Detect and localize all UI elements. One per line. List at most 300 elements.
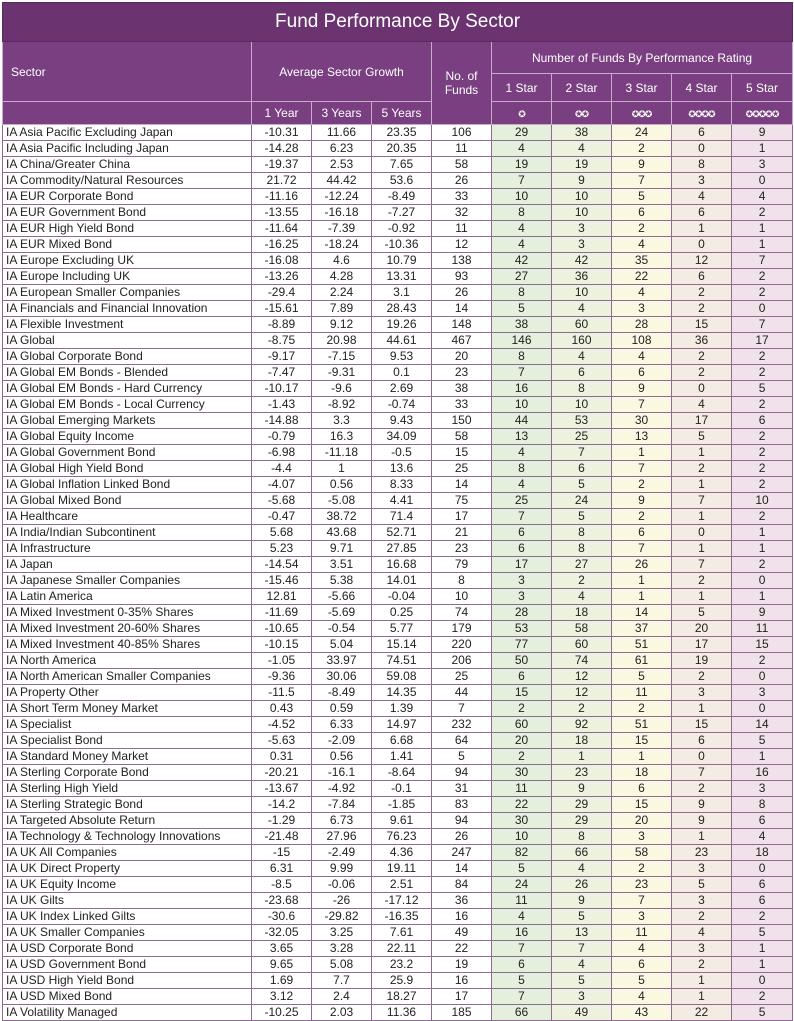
fund-count-cell: 232 bbox=[432, 717, 492, 733]
star4-count-cell: 8 bbox=[672, 157, 732, 173]
growth-5y-cell: 1.41 bbox=[372, 749, 432, 765]
growth-3y-cell: 4.28 bbox=[312, 269, 372, 285]
growth-5y-cell: 10.79 bbox=[372, 253, 432, 269]
star4-count-cell: 4 bbox=[672, 397, 732, 413]
table-row bbox=[3, 925, 793, 941]
growth-1y-cell: 12.81 bbox=[252, 589, 312, 605]
star5-count-cell: 2 bbox=[732, 653, 793, 669]
star4-count-cell: 2 bbox=[672, 957, 732, 973]
growth-3y-cell: -8.92 bbox=[312, 397, 372, 413]
star3-count-cell: 43 bbox=[612, 1005, 672, 1021]
growth-5y-cell: 59.08 bbox=[372, 669, 432, 685]
star4-count-cell: 0 bbox=[672, 381, 732, 397]
star1-count-cell: 16 bbox=[492, 381, 552, 397]
growth-5y-cell: 14.97 bbox=[372, 717, 432, 733]
star4-count-cell: 20 bbox=[672, 621, 732, 637]
growth-5y-cell: 76.23 bbox=[372, 829, 432, 845]
growth-5y-cell: 20.35 bbox=[372, 141, 432, 157]
star1-count-cell: 13 bbox=[492, 429, 552, 445]
sector-cell: IA Specialist Bond bbox=[3, 733, 252, 749]
star2-count-cell: 26 bbox=[552, 877, 612, 893]
growth-3y-cell: 7.89 bbox=[312, 301, 372, 317]
star3-count-cell: 26 bbox=[612, 557, 672, 573]
star4-count-cell: 0 bbox=[672, 237, 732, 253]
fund-count-cell: 10 bbox=[432, 589, 492, 605]
fund-count-cell: 16 bbox=[432, 909, 492, 925]
table-row bbox=[3, 701, 793, 717]
growth-1y-cell: -13.26 bbox=[252, 269, 312, 285]
star3-count-cell: 1 bbox=[612, 573, 672, 589]
star1-count-cell: 4 bbox=[492, 221, 552, 237]
growth-5y-cell: -0.74 bbox=[372, 397, 432, 413]
sector-cell: IA Global EM Bonds - Hard Currency bbox=[3, 381, 252, 397]
fund-count-cell: 74 bbox=[432, 605, 492, 621]
fund-count-cell: 33 bbox=[432, 397, 492, 413]
star1-header: 1 Star bbox=[492, 74, 552, 102]
star4-count-cell: 1 bbox=[672, 989, 732, 1005]
star5-count-cell: 1 bbox=[732, 957, 793, 973]
growth-5y-cell: -0.04 bbox=[372, 589, 432, 605]
growth-5y-cell: 34.09 bbox=[372, 429, 432, 445]
sector-cell: IA Asia Pacific Including Japan bbox=[3, 141, 252, 157]
growth-3y-cell: 2.4 bbox=[312, 989, 372, 1005]
table-row bbox=[3, 733, 793, 749]
growth-5y-cell: 5.77 bbox=[372, 621, 432, 637]
star1-count-cell: 50 bbox=[492, 653, 552, 669]
star5-count-cell: 2 bbox=[732, 397, 793, 413]
star2-count-cell: 18 bbox=[552, 605, 612, 621]
star5-count-cell: 6 bbox=[732, 877, 793, 893]
sector-cell: IA Specialist bbox=[3, 717, 252, 733]
table-row bbox=[3, 989, 793, 1005]
table-row bbox=[3, 301, 793, 317]
growth-5y-cell: 4.41 bbox=[372, 493, 432, 509]
star1-count-cell: 8 bbox=[492, 349, 552, 365]
star5-count-cell: 9 bbox=[732, 125, 793, 141]
sector-cell: IA Sterling Corporate Bond bbox=[3, 765, 252, 781]
star4-count-cell: 2 bbox=[672, 285, 732, 301]
star4-count-cell: 6 bbox=[672, 125, 732, 141]
star3-count-cell: 4 bbox=[612, 941, 672, 957]
fund-count-cell: 36 bbox=[432, 893, 492, 909]
sector-cell: IA Short Term Money Market bbox=[3, 701, 252, 717]
fund-count-cell: 33 bbox=[432, 189, 492, 205]
star1-count-cell: 53 bbox=[492, 621, 552, 637]
growth-3y-cell: 6.73 bbox=[312, 813, 372, 829]
growth-5y-cell: -7.27 bbox=[372, 205, 432, 221]
growth-5y-cell: 52.71 bbox=[372, 525, 432, 541]
growth-3y-cell: -7.84 bbox=[312, 797, 372, 813]
fund-count-cell: 44 bbox=[432, 685, 492, 701]
sector-cell: IA Global Mixed Bond bbox=[3, 493, 252, 509]
star5-count-cell: 2 bbox=[732, 445, 793, 461]
fund-count-cell: 84 bbox=[432, 877, 492, 893]
growth-3y-cell: 5.38 bbox=[312, 573, 372, 589]
star2-count-cell: 12 bbox=[552, 669, 612, 685]
table-row bbox=[3, 845, 793, 861]
star2-count-cell: 8 bbox=[552, 525, 612, 541]
star3-count-cell: 23 bbox=[612, 877, 672, 893]
growth-3y-cell: -9.31 bbox=[312, 365, 372, 381]
sector-cell: IA UK All Companies bbox=[3, 845, 252, 861]
star3-count-cell: 5 bbox=[612, 973, 672, 989]
star4-count-cell: 1 bbox=[672, 509, 732, 525]
star5-count-cell: 7 bbox=[732, 253, 793, 269]
star3-count-cell: 6 bbox=[612, 365, 672, 381]
star1-count-cell: 29 bbox=[492, 125, 552, 141]
table-row bbox=[3, 237, 793, 253]
star3-count-cell: 6 bbox=[612, 205, 672, 221]
sector-cell: IA EUR Government Bond bbox=[3, 205, 252, 221]
table-row bbox=[3, 381, 793, 397]
star5-count-cell: 9 bbox=[732, 605, 793, 621]
star1-count-cell: 10 bbox=[492, 189, 552, 205]
star4-count-cell: 5 bbox=[672, 605, 732, 621]
star2-count-cell: 7 bbox=[552, 445, 612, 461]
sector-cell: IA Europe Including UK bbox=[3, 269, 252, 285]
star4-count-cell: 0 bbox=[672, 525, 732, 541]
growth-5y-cell: -17.12 bbox=[372, 893, 432, 909]
star3-count-cell: 9 bbox=[612, 493, 672, 509]
star3-count-cell: 7 bbox=[612, 397, 672, 413]
sector-cell: IA Mixed Investment 40-85% Shares bbox=[3, 637, 252, 653]
star3-count-cell: 2 bbox=[612, 861, 672, 877]
star1-count-cell: 60 bbox=[492, 717, 552, 733]
growth-5y-cell: 7.61 bbox=[372, 925, 432, 941]
star4-count-cell: 3 bbox=[672, 893, 732, 909]
avg-growth-header: Average Sector Growth bbox=[252, 42, 432, 102]
star3-count-cell: 3 bbox=[612, 301, 672, 317]
growth-1y-cell: 5.68 bbox=[252, 525, 312, 541]
growth-3y-cell: -9.6 bbox=[312, 381, 372, 397]
growth-3y-cell: -5.66 bbox=[312, 589, 372, 605]
star2-count-cell: 4 bbox=[552, 957, 612, 973]
star3-count-cell: 1 bbox=[612, 445, 672, 461]
growth-3y-cell: -5.69 bbox=[312, 605, 372, 621]
growth-3y-cell: -18.24 bbox=[312, 237, 372, 253]
star1-count-cell: 20 bbox=[492, 733, 552, 749]
fund-count-cell: 14 bbox=[432, 301, 492, 317]
no-of-funds-header-line1: No. of bbox=[445, 69, 478, 83]
table-row bbox=[3, 909, 793, 925]
star3-count-cell: 5 bbox=[612, 669, 672, 685]
star3-count-cell: 14 bbox=[612, 605, 672, 621]
growth-1y-cell: -14.54 bbox=[252, 557, 312, 573]
star2-count-cell: 60 bbox=[552, 317, 612, 333]
growth-1y-cell: -21.48 bbox=[252, 829, 312, 845]
star5-count-cell: 4 bbox=[732, 829, 793, 845]
star5-count-cell: 10 bbox=[732, 493, 793, 509]
growth-1y-cell: -11.64 bbox=[252, 221, 312, 237]
star1-count-cell: 66 bbox=[492, 1005, 552, 1021]
star4-count-cell: 6 bbox=[672, 269, 732, 285]
star4-count-cell: 2 bbox=[672, 573, 732, 589]
growth-5y-cell: 44.61 bbox=[372, 333, 432, 349]
star1-count-cell: 25 bbox=[492, 493, 552, 509]
star5-count-cell: 0 bbox=[732, 701, 793, 717]
fund-count-cell: 16 bbox=[432, 973, 492, 989]
sector-cell: IA Asia Pacific Excluding Japan bbox=[3, 125, 252, 141]
star1-count-cell: 5 bbox=[492, 861, 552, 877]
table-header bbox=[3, 3, 793, 125]
fund-count-cell: 31 bbox=[432, 781, 492, 797]
star2-count-cell: 10 bbox=[552, 205, 612, 221]
table-row bbox=[3, 397, 793, 413]
growth-3y-cell: 0.59 bbox=[312, 701, 372, 717]
star3-count-cell: 9 bbox=[612, 381, 672, 397]
star3-count-cell: 9 bbox=[612, 157, 672, 173]
star5-count-cell: 1 bbox=[732, 589, 793, 605]
star1-count-cell: 44 bbox=[492, 413, 552, 429]
star3-count-cell: 6 bbox=[612, 525, 672, 541]
star2-count-cell: 58 bbox=[552, 621, 612, 637]
star4-count-cell: 9 bbox=[672, 813, 732, 829]
star3-count-cell: 7 bbox=[612, 461, 672, 477]
star2-count-cell: 10 bbox=[552, 285, 612, 301]
star2-count-cell: 5 bbox=[552, 477, 612, 493]
star2-count-cell: 2 bbox=[552, 573, 612, 589]
table-row bbox=[3, 317, 793, 333]
growth-1y-cell: -10.25 bbox=[252, 1005, 312, 1021]
sector-cell: IA North America bbox=[3, 653, 252, 669]
growth-1y-cell: -6.98 bbox=[252, 445, 312, 461]
growth-1y-cell: -14.2 bbox=[252, 797, 312, 813]
growth-1y-cell: -14.28 bbox=[252, 141, 312, 157]
growth-1y-cell: -20.21 bbox=[252, 765, 312, 781]
sector-cell: IA Global High Yield Bond bbox=[3, 461, 252, 477]
star5-count-cell: 14 bbox=[732, 717, 793, 733]
sector-cell: IA USD High Yield Bond bbox=[3, 973, 252, 989]
fund-count-cell: 11 bbox=[432, 141, 492, 157]
star5-count-cell: 5 bbox=[732, 381, 793, 397]
fund-count-cell: 38 bbox=[432, 381, 492, 397]
sector-cell: IA USD Corporate Bond bbox=[3, 941, 252, 957]
sector-cell: IA USD Government Bond bbox=[3, 957, 252, 973]
star2-count-cell: 3 bbox=[552, 237, 612, 253]
star1-count-cell: 7 bbox=[492, 989, 552, 1005]
star1-count-cell: 16 bbox=[492, 925, 552, 941]
star5-count-cell: 6 bbox=[732, 413, 793, 429]
sector-cell: IA Targeted Absolute Return bbox=[3, 813, 252, 829]
star2-count-cell: 13 bbox=[552, 925, 612, 941]
star3-count-cell: 2 bbox=[612, 701, 672, 717]
growth-1y-cell: 3.65 bbox=[252, 941, 312, 957]
fund-count-cell: 19 bbox=[432, 957, 492, 973]
table-row bbox=[3, 413, 793, 429]
table-row bbox=[3, 477, 793, 493]
growth-1y-cell: -13.67 bbox=[252, 781, 312, 797]
star1-count-cell: 4 bbox=[492, 141, 552, 157]
growth-5y-cell: 18.27 bbox=[372, 989, 432, 1005]
star2-count-cell: 9 bbox=[552, 893, 612, 909]
star3-symbol: ✪✪✪ bbox=[631, 109, 652, 119]
growth-1y-cell: -4.4 bbox=[252, 461, 312, 477]
growth-3y-cell: 27.96 bbox=[312, 829, 372, 845]
growth-1y-cell: -5.63 bbox=[252, 733, 312, 749]
growth-3y-cell: 43.68 bbox=[312, 525, 372, 541]
sector-cell: IA USD Mixed Bond bbox=[3, 989, 252, 1005]
star5-count-cell: 5 bbox=[732, 1005, 793, 1021]
star2-count-cell: 12 bbox=[552, 685, 612, 701]
growth-3y-cell: 2.24 bbox=[312, 285, 372, 301]
star5-count-cell: 1 bbox=[732, 237, 793, 253]
star1-count-cell: 4 bbox=[492, 477, 552, 493]
star2-count-cell: 19 bbox=[552, 157, 612, 173]
growth-3y-cell: -2.49 bbox=[312, 845, 372, 861]
star4-count-cell: 19 bbox=[672, 653, 732, 669]
star5-count-cell: 11 bbox=[732, 621, 793, 637]
star4-count-cell: 3 bbox=[672, 941, 732, 957]
growth-1y-cell: -4.07 bbox=[252, 477, 312, 493]
fund-count-cell: 150 bbox=[432, 413, 492, 429]
star5-count-cell: 2 bbox=[732, 461, 793, 477]
no-of-funds-header-line2: Funds bbox=[444, 83, 479, 97]
fund-count-cell: 12 bbox=[432, 237, 492, 253]
star2-header: 2 Star bbox=[552, 74, 612, 102]
fund-count-cell: 14 bbox=[432, 861, 492, 877]
star2-count-cell: 1 bbox=[552, 749, 612, 765]
star5-count-cell: 2 bbox=[732, 269, 793, 285]
growth-5y-cell: -8.64 bbox=[372, 765, 432, 781]
table-row bbox=[3, 861, 793, 877]
growth-3y-cell: 5.04 bbox=[312, 637, 372, 653]
growth-3y-cell: 1 bbox=[312, 461, 372, 477]
star4-count-cell: 36 bbox=[672, 333, 732, 349]
fund-count-cell: 25 bbox=[432, 461, 492, 477]
sector-cell: IA India/Indian Subcontinent bbox=[3, 525, 252, 541]
growth-3y-cell: 3.3 bbox=[312, 413, 372, 429]
star4-count-cell: 5 bbox=[672, 429, 732, 445]
growth-1y-cell: -10.65 bbox=[252, 621, 312, 637]
rating-group-header: Number of Funds By Performance Rating bbox=[492, 42, 793, 74]
growth-1y-cell: -5.68 bbox=[252, 493, 312, 509]
star2-count-cell: 3 bbox=[552, 989, 612, 1005]
star1-count-cell: 6 bbox=[492, 669, 552, 685]
growth-3y-cell: -0.06 bbox=[312, 877, 372, 893]
growth-3y-cell: -7.39 bbox=[312, 221, 372, 237]
growth-1y-cell: -8.89 bbox=[252, 317, 312, 333]
star1-count-cell: 7 bbox=[492, 365, 552, 381]
fund-count-cell: 11 bbox=[432, 221, 492, 237]
star3-count-cell: 1 bbox=[612, 749, 672, 765]
star5-count-cell: 1 bbox=[732, 525, 793, 541]
star1-count-cell: 8 bbox=[492, 205, 552, 221]
star2-count-cell: 23 bbox=[552, 765, 612, 781]
star3-count-cell: 61 bbox=[612, 653, 672, 669]
growth-1y-cell: -10.17 bbox=[252, 381, 312, 397]
sector-header: Sector bbox=[3, 42, 252, 102]
star3-symbol-icon bbox=[612, 102, 672, 125]
sector-cell: IA Healthcare bbox=[3, 509, 252, 525]
table-row bbox=[3, 445, 793, 461]
sector-cell: IA Property Other bbox=[3, 685, 252, 701]
growth-1y-cell: -29.4 bbox=[252, 285, 312, 301]
growth-5y-cell: 9.53 bbox=[372, 349, 432, 365]
star5-count-cell: 3 bbox=[732, 781, 793, 797]
star5-symbol: ✪✪✪✪✪ bbox=[745, 109, 779, 119]
star2-count-cell: 25 bbox=[552, 429, 612, 445]
star5-count-cell: 7 bbox=[732, 317, 793, 333]
star3-count-cell: 51 bbox=[612, 637, 672, 653]
star2-count-cell: 4 bbox=[552, 141, 612, 157]
star1-count-cell: 4 bbox=[492, 909, 552, 925]
star1-count-cell: 5 bbox=[492, 973, 552, 989]
star2-count-cell: 27 bbox=[552, 557, 612, 573]
growth-5y-cell: 7.65 bbox=[372, 157, 432, 173]
growth-5y-cell: -0.92 bbox=[372, 221, 432, 237]
star4-count-cell: 3 bbox=[672, 861, 732, 877]
growth-1y-cell: -14.88 bbox=[252, 413, 312, 429]
table-row bbox=[3, 717, 793, 733]
star3-count-cell: 5 bbox=[612, 189, 672, 205]
growth-5y-cell: 23.2 bbox=[372, 957, 432, 973]
growth-1y-cell: -11.69 bbox=[252, 605, 312, 621]
star5-count-cell: 1 bbox=[732, 749, 793, 765]
growth-5y-cell: 28.43 bbox=[372, 301, 432, 317]
star5-count-cell: 1 bbox=[732, 141, 793, 157]
growth-1y-cell: -32.05 bbox=[252, 925, 312, 941]
table-row bbox=[3, 1005, 793, 1021]
star3-count-cell: 4 bbox=[612, 349, 672, 365]
star4-count-cell: 4 bbox=[672, 189, 732, 205]
star3-count-cell: 7 bbox=[612, 541, 672, 557]
table-row bbox=[3, 541, 793, 557]
growth-1y-cell: 3.12 bbox=[252, 989, 312, 1005]
star2-count-cell: 24 bbox=[552, 493, 612, 509]
star4-count-cell: 23 bbox=[672, 845, 732, 861]
table-row bbox=[3, 349, 793, 365]
star3-count-cell: 28 bbox=[612, 317, 672, 333]
star4-count-cell: 2 bbox=[672, 669, 732, 685]
growth-3y-cell: -5.08 bbox=[312, 493, 372, 509]
star5-count-cell: 1 bbox=[732, 541, 793, 557]
star1-count-cell: 3 bbox=[492, 573, 552, 589]
table-row bbox=[3, 621, 793, 637]
star4-count-cell: 1 bbox=[672, 221, 732, 237]
star1-count-cell: 11 bbox=[492, 893, 552, 909]
fund-count-cell: 106 bbox=[432, 125, 492, 141]
fund-count-cell: 94 bbox=[432, 813, 492, 829]
growth-3y-cell: 0.56 bbox=[312, 749, 372, 765]
sector-cell: IA Global Emerging Markets bbox=[3, 413, 252, 429]
fund-count-cell: 14 bbox=[432, 477, 492, 493]
growth-5y-cell: -8.49 bbox=[372, 189, 432, 205]
star5-count-cell: 0 bbox=[732, 669, 793, 685]
growth-3y-cell: 20.98 bbox=[312, 333, 372, 349]
star3-count-cell: 2 bbox=[612, 221, 672, 237]
star2-count-cell: 74 bbox=[552, 653, 612, 669]
star3-count-cell: 3 bbox=[612, 829, 672, 845]
star4-count-cell: 9 bbox=[672, 797, 732, 813]
sector-cell: IA UK Equity Income bbox=[3, 877, 252, 893]
sector-cell: IA Standard Money Market bbox=[3, 749, 252, 765]
star1-count-cell: 8 bbox=[492, 285, 552, 301]
growth-5y-cell: 9.61 bbox=[372, 813, 432, 829]
star2-count-cell: 160 bbox=[552, 333, 612, 349]
growth-1y-cell: -16.25 bbox=[252, 237, 312, 253]
year3-header: 3 Years bbox=[312, 102, 372, 125]
sector-cell: IA UK Direct Property bbox=[3, 861, 252, 877]
fund-count-cell: 26 bbox=[432, 829, 492, 845]
star5-count-cell: 16 bbox=[732, 765, 793, 781]
star1-count-cell: 10 bbox=[492, 397, 552, 413]
growth-1y-cell: -11.16 bbox=[252, 189, 312, 205]
star2-count-cell: 36 bbox=[552, 269, 612, 285]
year1-header: 1 Year bbox=[252, 102, 312, 125]
star5-count-cell: 0 bbox=[732, 301, 793, 317]
sector-cell: IA European Smaller Companies bbox=[3, 285, 252, 301]
star1-count-cell: 3 bbox=[492, 589, 552, 605]
